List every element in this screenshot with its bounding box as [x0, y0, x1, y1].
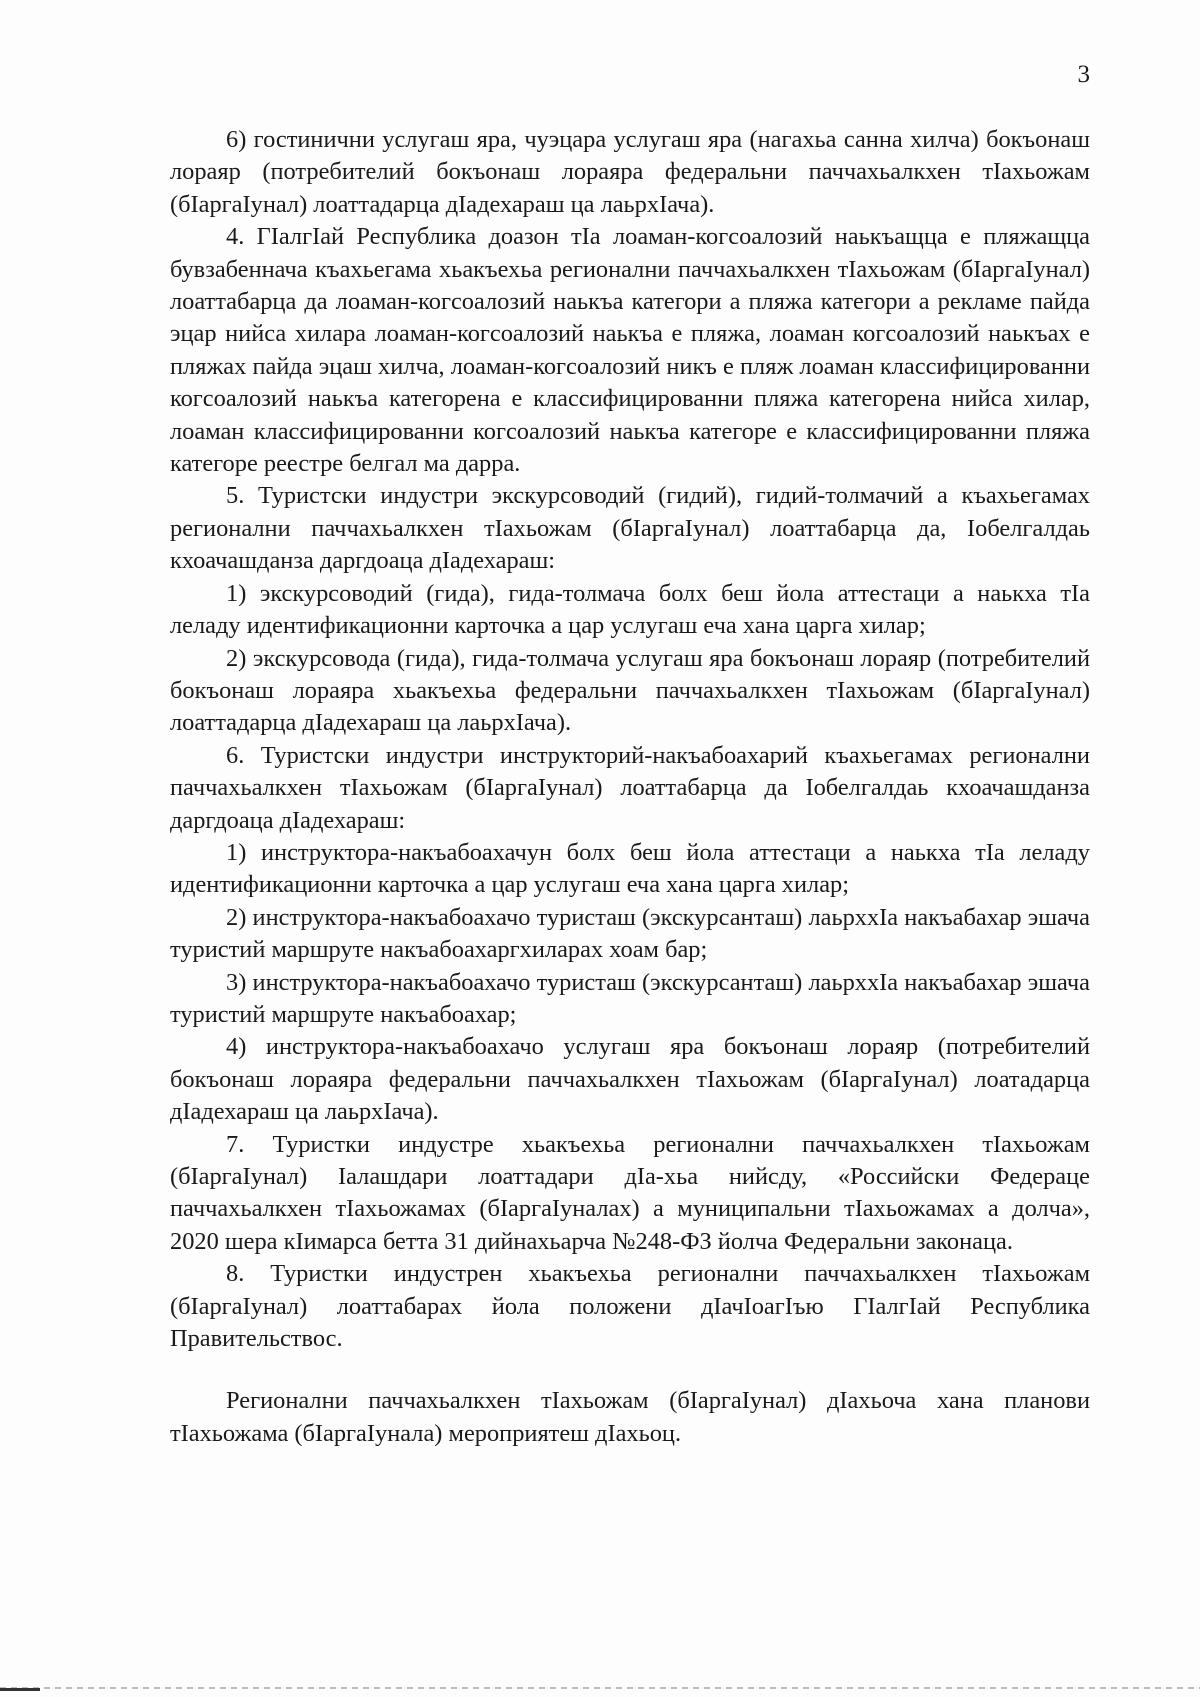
paragraph-section-6-item-1: 1) инструктора-накъабоахачун болх беш йола аттестаци а наькха тӀа леладу идентификационни карточка а цар услугаш еча хана царга хилар;	[170, 838, 1090, 899]
paragraph-section-6-item-2: 2) инструктора-накъабоахачо туристаш (экскурсанташ) лаьрххӀа накъабахар эшача туристий маршруте накъабоахаргхиларах хоам бар;	[170, 903, 1090, 964]
paragraph-section-5-item-1: 1) экскурсоводий (гида), гида-толмача болх беш йола аттестаци а наькха тӀа леладу идентификационни карточка а цар услугаш еча хана царга хилар;	[170, 579, 1090, 640]
paragraph-section-5-guides: 5. Туристски индустри экскурсоводий (гидий), гидий-толмачий а къахьегамах регионални паччахьалкхен тӀахьожам (бӀаргаӀунал) лоаттабарца да, Ӏобелгалдаь кхоачашданза даргдоаца дӀадехараш:	[170, 482, 1090, 575]
paragraph-item-6-hotel-services: 6) гостинични услугаш яра, чуэцара услугаш яра (нагахьа санна хилча) бокъонаш лораяр (потребителий бокъонаш лораяра федеральни паччахьалкхен тӀахьожам (бӀаргаӀунал) лоаттадарца дӀадехараш ца лаьрхӀача).	[170, 126, 1090, 218]
document-body	[170, 124, 1090, 1450]
paragraph-section-6-item-3: 3) инструктора-накъабоахачо туристаш (экскурсанташ) лаьрххӀа накъабахар эшача туристий маршруте накъабоахар;	[170, 968, 1090, 1028]
paragraph-section-5-item-2: 2) экскурсовода (гида), гида-толмача услугаш яра бокъонаш лораяр (потребителий бокъонаш лораяра хьакъехьа федеральни паччахьалкхен тӀахьожам (бӀаргаӀунал) лоаттадарца дӀадехараш ца лаьрхӀача).	[170, 644, 1090, 737]
scan-artifact-line	[0, 1687, 1200, 1689]
scan-artifact-corner	[0, 1688, 40, 1691]
paragraph-section-8-regulation: 8. Туристки индустрен хьакъехьа регионални паччахьалкхен тӀахьожам (бӀаргаӀунал) лоаттабарах йола положени дӀачӀоагӀъю ГӀалгӀай Республика Правительствос.	[170, 1260, 1090, 1353]
paragraph-section-4-trails-beaches: 4. ГӀалгӀай Республика доазон тӀа лоаман-когсоалозий наькъащца е пляжащца бувзабеннача къахьегама хьакъехьа регионални паччахьалкхен тӀахьожам (бӀаргаӀунал) лоаттабарца да лоаман-когсоалозий наькъа категори а пляжа категори а рекламе пайда эцар нийса хилара лоаман-когсоалозий наькъа е пляжа, лоаман когсоалозий наькъах е пляжах пайда эцаш хилча, лоаман-когсоалозий никъ е пляж лоаман классифицированни когсоалозий наькъа категорена е классифицированни пляжа категорена нийса хилар, лоаман классифицированни когсоалозий наькъа категоре е классифицированни пляжа категоре реестре белгал ма дарра.	[170, 223, 1090, 478]
page-number: 3	[1077, 61, 1090, 88]
paragraph-section-7-federal-law: 7. Туристки индустре хьакъехьа регионални паччахьалкхен тӀахьожам (бӀаргаӀунал) Ӏалашдари лоаттадари дӀа-хьа нийсду, «Российски Федераце паччахьалкхен тӀахьожамах (бӀаргаӀуналах) а муниципальни тӀахьожамах а долча», 2020 шера кӀимарса бетта 31 дийнахьарча №248-ФЗ йолча Федеральни законаца.	[170, 1130, 1090, 1255]
paragraph-planned-inspections: Регионални паччахьалкхен тӀахьожам (бӀаргаӀунал) дӀахьоча хана планови тӀахьожама (бӀаргаӀунала) мероприятеш дӀахьоц.	[170, 1387, 1090, 1447]
paragraph-section-6-item-4: 4) инструктора-накъабоахачо услугаш яра бокъонаш лораяр (потребителий бокъонаш лораяра федеральни паччахьалкхен тӀахьожам (бӀаргаӀунал) лоатадарца дӀадехараш ца лаьрхӀача).	[170, 1033, 1090, 1126]
paragraph-section-6-instructors: 6. Туристски индустри инструкторий-накъабоахарий къахьегамах регионални паччахьалкхен тӀахьожам (бӀаргаӀунал) лоаттабарца да Ӏобелгалдаь кхоачашданза даргдоаца дӀадехараш:	[170, 741, 1090, 834]
